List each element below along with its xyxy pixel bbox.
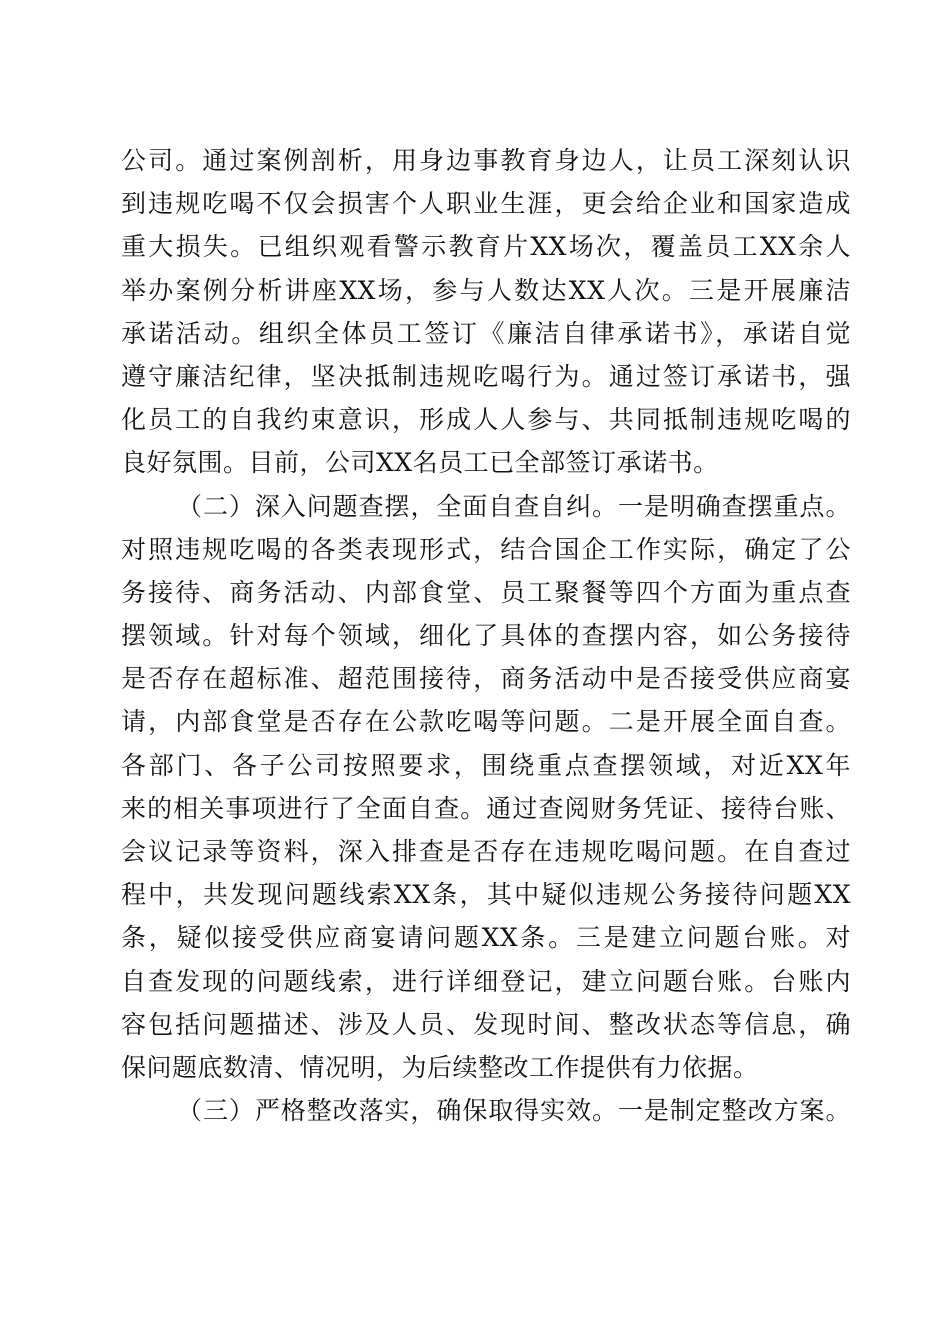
section-heading-line: （二）深入问题查摆，全面自查自纠。一是明确查摆重点。 — [177, 491, 851, 521]
text-line: 来的相关事项进行了全面自查。通过查阅财务凭证、接待台账、 — [121, 793, 851, 823]
text-line: 自查发现的问题线索，进行详细登记，建立问题台账。台账内 — [121, 966, 851, 996]
text-line: 请，内部食堂是否存在公款吃喝等问题。二是开展全面自查。 — [121, 707, 851, 737]
text-line: 良好氛围。目前，公司XX名员工已全部签订承诺书。 — [121, 448, 719, 478]
text-line: 对照违规吃喝的各类表现形式，结合国企工作实际，确定了公 — [121, 534, 851, 564]
text-line: 承诺活动。组织全体员工签订《廉洁自律承诺书》，承诺自觉 — [121, 318, 851, 348]
text-line: 公司。通过案例剖析，用身边事教育身边人，让员工深刻认识 — [121, 146, 851, 175]
text-line: 务接待、商务活动、内部食堂、员工聚餐等四个方面为重点查 — [121, 577, 851, 607]
text-line: 是否存在超标准、超范围接待，商务活动中是否接受供应商宴 — [121, 664, 851, 694]
text-line: 摆领域。针对每个领域，细化了具体的查摆内容，如公务接待 — [121, 621, 851, 651]
section-heading-line: （三）严格整改落实，确保取得实效。一是制定整改方案。 — [177, 1096, 851, 1126]
text-line: 程中，共发现问题线索XX条，其中疑似违规公务接待问题XX — [121, 880, 851, 910]
text-line: 遵守廉洁纪律，坚决抵制违规吃喝行为。通过签订承诺书，强 — [121, 361, 851, 391]
text-line: 会议记录等资料，深入排查是否存在违规吃喝问题。在自查过 — [121, 837, 851, 866]
text-line: 化员工的自我约束意识，形成人人参与、共同抵制违规吃喝的 — [121, 405, 851, 435]
text-line: 重大损失。已组织观看警示教育片XX场次，覆盖员工XX余人 — [121, 232, 851, 262]
text-line: 容包括问题描述、涉及人员、发现时间、整改状态等信息，确 — [121, 1009, 851, 1039]
text-line: 保问题底数清、情况明，为后续整改工作提供有力依据。 — [121, 1052, 759, 1082]
text-line: 到违规吃喝不仅会损害个人职业生涯，更会给企业和国家造成 — [121, 189, 851, 219]
text-line: 条，疑似接受供应商宴请问题XX条。三是建立问题台账。对 — [121, 923, 851, 953]
text-line: 各部门、各子公司按照要求，围绕重点查摆领域，对近XX年 — [121, 750, 851, 780]
document-body — [121, 139, 851, 1132]
text-line: 举办案例分析讲座XX场，参与人数达XX人次。三是开展廉洁 — [121, 275, 851, 305]
